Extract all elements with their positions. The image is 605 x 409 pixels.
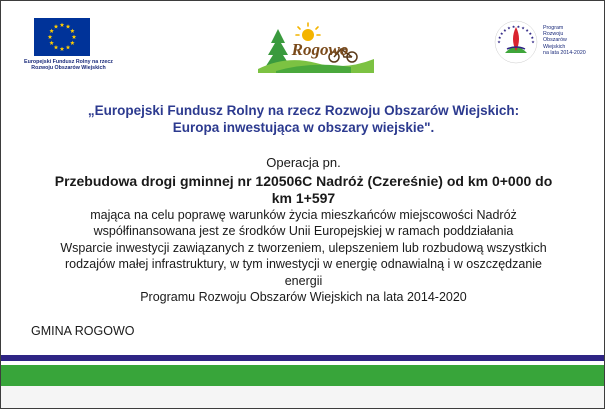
rogowo-logo [256,17,376,73]
prow-line-4: Wiejskich [543,43,566,50]
description-line-4: rodzajów małej infrastruktury, w tym inwestycji w energię odnawialną i w oszczędzanie [64,257,543,271]
eu-logo [16,18,121,71]
description-line-6: Programu Rozwoju Obszarów Wiejskich na lata 2014-2020 [140,290,467,304]
rogowo-logo-text: Rogowo [291,40,349,59]
description-line-5: energii [284,273,323,288]
description-line-3: Wsparcie inwestycji zawiązanych z tworzeniem, ulepszeniem lub rozbudową wszystkich [60,240,547,255]
operation-title: Przebudowa drogi gminnej nr 120506C Nadróż (Czereśnie) od km 0+000 do km 1+597 [54,172,553,206]
motto-line-2: Europa inwestująca w obszary wiejskie". [172,120,435,135]
prow-line-5: na lata 2014-2020 [543,49,586,56]
prow-line-3: Obszarów [543,37,567,44]
operation-intro: Operacja pn. [266,155,341,170]
signature: GMINA ROGOWO [31,324,135,338]
prow-logo [493,17,593,69]
prow-caption [543,25,586,56]
prow-line-2: Rozwoju [543,31,564,38]
prow-line-1: Program [543,25,564,31]
description-line-1: mająca na celu poprawę warunków życia mieszkańców miejscowości Nadróż [90,207,517,222]
motto-line-1: „Europejski Fundusz Rolny na rzecz Rozwoju Obszarów Wiejskich: [87,103,520,118]
eu-caption-line-1: Europejski Fundusz Rolny na rzecz [24,59,113,65]
operation-description [21,155,586,306]
eu-flag-icon [34,18,90,56]
eu-caption-line-2: Rozwoju Obszarów Wiejskich [31,65,106,72]
footer-stripe-green [1,365,604,386]
motto [41,102,566,136]
description-line-2: współfinansowana jest ze środków Unii Europejskiej w ramach poddziałania [93,224,514,238]
sun-icon [296,23,320,41]
prow-emblem-icon [493,19,539,65]
eu-caption [16,59,121,71]
footer-stripe-gray [1,386,604,408]
